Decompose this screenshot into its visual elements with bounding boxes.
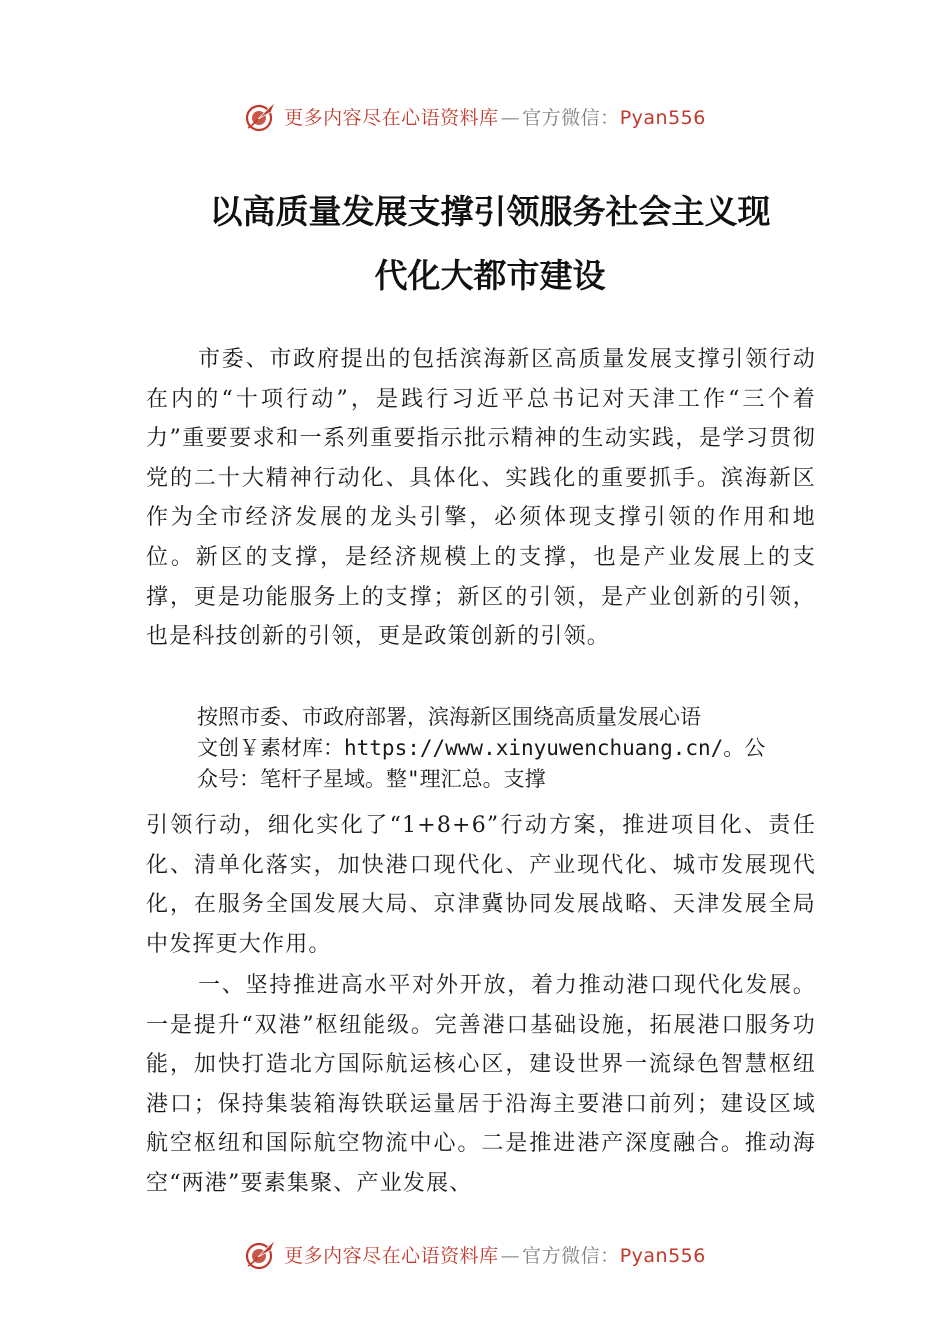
document-title-line2: 代化大都市建设 [374,256,606,295]
ad-line: 众号：笔杆子星域。整"理汇总。支撑 [197,767,546,791]
document-title-line1: 以高质量发展支撑引领服务社会主义现 [209,192,771,231]
ad-line: 文创￥素材库：https://www.xinyuwenchuang.cn/。公 [197,736,766,760]
paragraph-intro: 市委、市政府提出的包括滨海新区高质量发展支撑引领行动在内的“十项行动”，是践行习近平总书记对天津工作“三个着力”重要要求和一系列重要指示批示精神的生动实践，是学习贯彻党的二十大精神行动化、具体化、实践化的重要抓手。滨海新区作为全市经济发展的龙头引擎，必须体现支撑引领的作用和地位。新区的支撑，是经济规模上的支撑，也是产业发展上的支撑，更是功能服务上的支撑；新区的引领，是产业创新的引领，也是科技创新的引领，更是政策创新的引领。 [146,347,816,650]
paragraph-action-plan: 引领行动，细化实化了“1+8+6”行动方案，推进项目化、责任化、清单化落实，加快港口现代化、产业现代化、城市发展现代化，在服务全国发展大局、京津冀协同发展战略、天津发展全局中发挥更大作用。 [146,813,816,957]
banner-main-text: 更多内容尽在心语资料库 [284,1244,499,1267]
banner-separator: — [500,106,521,129]
watermark-ad-block [197,702,817,795]
footer-banner [0,1234,950,1274]
header-banner [0,96,950,136]
banner-separator: — [500,1244,521,1267]
quill-logo-icon [244,1237,278,1271]
banner-main-text: 更多内容尽在心语资料库 [284,106,499,129]
banner-wechat-id: Pyan556 [619,106,706,129]
banner-sub-text: 官方微信： [522,1244,620,1267]
quill-logo-icon [244,99,278,133]
banner-wechat-id: Pyan556 [619,1244,706,1267]
paragraph-section-one: 一、坚持推进高水平对外开放，着力推动港口现代化发展。一是提升“双港”枢纽能级。完善港口基础设施，拓展港口服务功能，加快打造北方国际航运核心区，建设世界一流绿色智慧枢纽港口；保持集装箱海铁联运量居于沿海主要港口前列；建设区域航空枢纽和国际航空物流中心。二是推进港产深度融合。推动海空“两港”要素集聚、产业发展、 [146,973,816,1196]
ad-line: 按照市委、市政府部署，滨海新区围绕高质量发展心语 [197,705,701,729]
banner-sub-text: 官方微信： [522,106,620,129]
